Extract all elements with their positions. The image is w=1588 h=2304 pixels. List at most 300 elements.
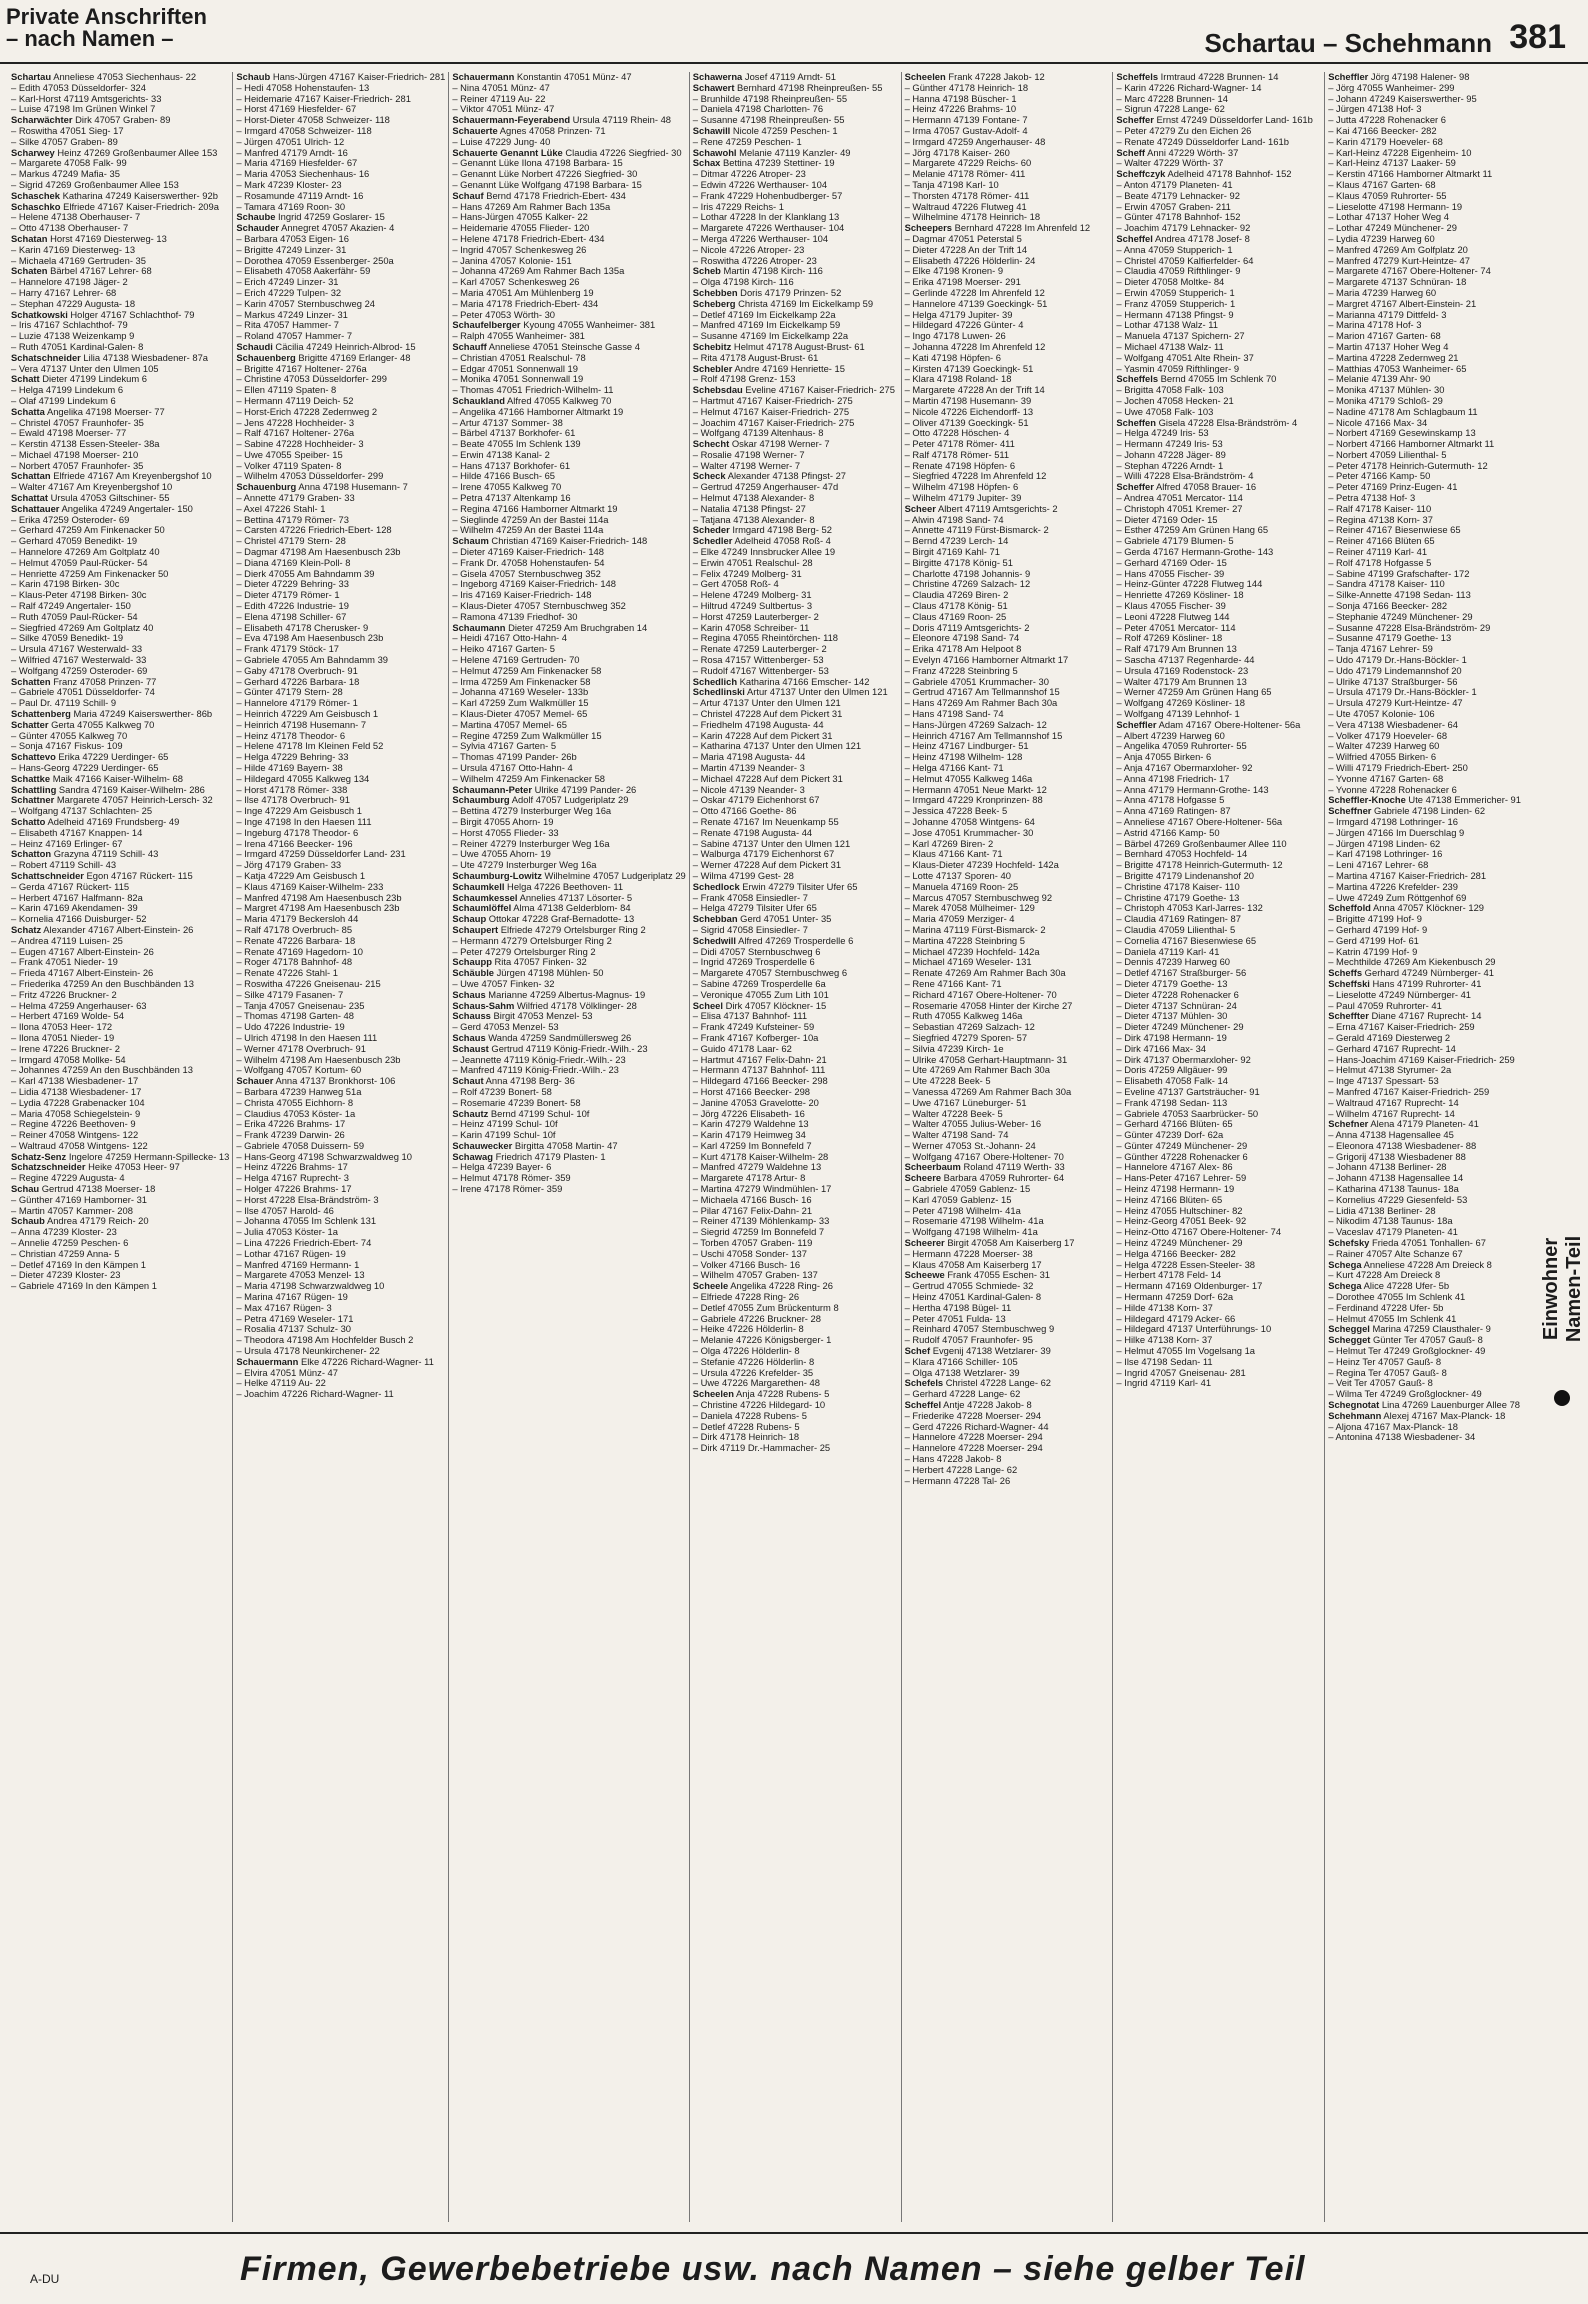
surname: Schaumkell xyxy=(452,880,505,892)
listing-entry xyxy=(693,1443,898,1454)
listing-details: – Rudolf 47057 Fraunhofer- 95 xyxy=(904,1334,1033,1346)
listing-details: Bettina 47239 Stettiner- 19 xyxy=(720,157,835,169)
listing-details: – Klaus 47166 Kant- 71 xyxy=(904,848,1003,860)
surname: Schattat xyxy=(11,492,48,504)
surname: Schebban xyxy=(692,913,738,925)
listing-details: – Eleonora 47138 Wiesbadener- 88 xyxy=(1328,1139,1477,1151)
listing-details: – Ingo 47178 Luwen- 26 xyxy=(904,330,1006,342)
section-title-line2: – nach Namen – xyxy=(6,26,174,51)
listing-details: – Horst 47178 Römer- 338 xyxy=(236,783,348,795)
listing-details: Helga 47226 Beethoven- 11 xyxy=(504,880,624,892)
listing-details: Angelika 47228 Ring- 26 xyxy=(728,1280,833,1292)
surname: Schega xyxy=(1328,1280,1362,1292)
surname: Schaub xyxy=(236,71,271,82)
listing-details: – Frank Dr. 47058 Hohenstaufen- 54 xyxy=(452,556,605,568)
listing-details: – Luzie 47138 Weizenkamp 9 xyxy=(11,330,135,342)
listing-details: – Heinz-Otto 47167 Obere-Holtener- 74 xyxy=(1116,1226,1282,1238)
listing-details: – Lydia 47228 Grabenacker 104 xyxy=(11,1096,145,1108)
listing-details: – Dieter 47169 Oder- 15 xyxy=(1116,513,1218,525)
listing-details: – Reiner 47166 Blüten 65 xyxy=(1328,535,1435,547)
listing-details: – Hiltrud 47249 Sultbertus- 3 xyxy=(692,600,813,612)
listing-details: – Elke 47249 Innsbrucker Allee 19 xyxy=(692,546,836,558)
listing-details: – Ingrid 47269 Trosperdelle 6 xyxy=(692,956,815,968)
surname: Schedlock xyxy=(692,880,740,892)
listing-details: – Ramona 47139 Friedhof- 30 xyxy=(452,610,578,622)
listing-details: – Helga 47199 Lindekum 6 xyxy=(11,384,124,396)
listing-details: – Hilde 47169 Bayern- 38 xyxy=(236,762,343,773)
listing-details: – Lina 47226 Friedrich-Ebert- 74 xyxy=(236,1237,372,1249)
listing-details: – Jutta 47228 Rohenacker 6 xyxy=(1328,114,1446,126)
listing-details: – Yvonne 47167 Garten- 68 xyxy=(1328,772,1444,784)
listing-details: – Margret 47167 Albert-Einstein- 21 xyxy=(1328,297,1477,309)
surname: Scheffler-Knoche xyxy=(1328,794,1406,806)
listing-details: – Elisa 47137 Bahnhof- 111 xyxy=(692,1010,808,1022)
listing-details: – Michael 47239 Hochfeld- 142a xyxy=(904,945,1040,957)
listing-details: – Gerhard 47226 Barbara- 18 xyxy=(236,675,360,687)
listing-details: – Karl 47259 Im Bonnefeld 7 xyxy=(692,1139,812,1151)
listing-details: – Dieter 47137 Schnüran- 24 xyxy=(1116,999,1237,1011)
listing-details: – Erna 47167 Kaiser-Friedrich- 259 xyxy=(1328,1021,1475,1033)
listing-details: – Irmgard 47259 Düsseldorfer Land- 231 xyxy=(236,848,406,860)
listing-details: – Ingrid 47057 Gneisenau- 281 xyxy=(1116,1366,1246,1378)
listing-details: – Siegfried 47228 Im Ahrenfeld 12 xyxy=(904,470,1047,482)
listing-details: – Kai 47166 Beecker- 282 xyxy=(1328,124,1437,136)
listing-details: – Diana 47169 Klein-Poll- 8 xyxy=(236,556,351,568)
listing-details: – Rainer 47057 Alte Schanze 67 xyxy=(1328,1247,1463,1259)
listing-details: – Maria 47198 Augusta- 44 xyxy=(692,751,806,763)
surname: Scheffczyk xyxy=(1116,168,1166,180)
listing-details: Adolf 47057 Ludgeriplatz 29 xyxy=(509,794,629,806)
listing-details: – Hermann 47119 Deich- 52 xyxy=(236,394,354,406)
surname: Scheffel xyxy=(904,1399,942,1411)
listing-details: – Evelyn 47166 Hamborner Altmarkt 17 xyxy=(904,654,1069,666)
listing-details: – Hartmut 47167 Kaiser-Friedrich- 275 xyxy=(692,394,853,406)
listing-details: – Rita 47178 August-Brust- 61 xyxy=(692,351,819,363)
listing-details: – Horst-Dieter 47058 Schweizer- 118 xyxy=(236,114,390,126)
listing-details: Adam 47167 Obere-Holtener- 56a xyxy=(1156,718,1301,730)
listing-details: – Gerd 47226 Richard-Wagner- 44 xyxy=(904,1420,1049,1432)
listing-details: Andrea 47178 Josef- 8 xyxy=(1152,232,1250,244)
listing-details: – Sigrid 47269 Großenbaumer Allee 153 xyxy=(11,178,179,190)
surname: Scheffler xyxy=(1116,718,1157,730)
listing-details: – Erwin 47059 Stupperich- 1 xyxy=(1116,286,1235,298)
listing-details: – Frank 47229 Hohenbudberger- 57 xyxy=(692,189,843,201)
listing-details: – Klaus-Dieter 47239 Hochfeld- 142a xyxy=(904,859,1059,871)
directory-column xyxy=(233,72,449,2222)
listing-details: – Karl 47059 Gablenz- 15 xyxy=(904,1193,1012,1205)
listing-details: – Walter 47239 Harweg 60 xyxy=(1328,740,1440,752)
surname: Schatschneider xyxy=(11,351,81,363)
listing-details: – Sabine 47137 Unter den Ulmen 121 xyxy=(692,837,851,849)
listing-details: Anja 47228 Rubens- 5 xyxy=(733,1388,830,1400)
listing-details: – Waltraud 47058 Wintgens- 122 xyxy=(11,1139,148,1151)
listing-details: – Heinz-Georg 47051 Beek- 92 xyxy=(1116,1215,1247,1227)
listing-details: – Hans-Jürgen 47269 Salzach- 12 xyxy=(904,718,1047,730)
listing-details: – Irma 47259 Am Finkenacker 58 xyxy=(452,675,591,687)
listing-details: Alfred 47055 Kalkweg 70 xyxy=(504,394,612,406)
listing-details: Alexej 47167 Max-Planck- 18 xyxy=(1381,1409,1506,1421)
listing-details: – Gertrud 47055 Schmiede- 32 xyxy=(904,1280,1034,1292)
listing-details: – Michael 47138 Walz- 11 xyxy=(1116,340,1224,352)
listing-details: – Günter 47249 Münchener- 29 xyxy=(1116,1139,1248,1151)
listing-details: Oskar 47198 Werner- 7 xyxy=(729,438,830,450)
listing-details: Alma 47138 Gelderblom- 84 xyxy=(511,902,631,914)
listing-details: – Stefanie 47226 Hölderlin- 8 xyxy=(692,1355,815,1367)
listing-details: Maik 47166 Kaiser-Wilhelm- 68 xyxy=(50,772,183,784)
listing-details: – Walter 47198 Sand- 74 xyxy=(904,1129,1009,1141)
listing-details: – Charlotte 47198 Johannis- 9 xyxy=(904,567,1031,579)
listing-details: – Renate 47259 Lauterberger- 2 xyxy=(692,643,827,655)
listing-details: – Antonina 47138 Wiesbadener- 34 xyxy=(1328,1431,1476,1443)
listing-details: – Karl 47198 Lothringer- 16 xyxy=(1328,848,1443,860)
listing-details: – Margarete 47053 Menzel- 13 xyxy=(236,1269,365,1281)
listing-details: – Erika 47259 Osteroder- 69 xyxy=(11,513,130,525)
listing-details: – Olga 47198 Kirch- 116 xyxy=(692,276,794,288)
listing-details: – Sonja 47166 Beecker- 282 xyxy=(1328,600,1448,612)
listing-details: – Regine 47229 Augusta- 4 xyxy=(11,1172,125,1184)
listing-details: – Jörg 47179 Graben- 33 xyxy=(236,859,342,871)
listing-details: – Ingrid 47057 Schenkesweg 26 xyxy=(452,243,587,255)
listing-details: – Sieglinde 47259 An der Bastei 114a xyxy=(452,513,609,525)
listing-details: – Dieter 47137 Mühlen- 30 xyxy=(1116,1010,1228,1022)
listing-details: – Erika 47226 Brahms- 17 xyxy=(236,1118,346,1130)
listing-details: – Uschi 47058 Sonder- 137 xyxy=(692,1247,807,1259)
listing-details: – Didi 47057 Sternbuschweg 6 xyxy=(692,945,821,957)
listing-details: – Ingrid 47119 Karl- 41 xyxy=(1116,1377,1212,1389)
listing-details: – Hildegard 47226 Günter- 4 xyxy=(904,319,1024,331)
surname: Schedlinski xyxy=(692,686,745,698)
listing-details: – Reiner 47119 Karl- 41 xyxy=(1328,546,1428,558)
listing-details: – Claudia 47059 Rifthlinger- 9 xyxy=(1116,265,1241,277)
listing-details: – Veit Ter 47057 Gauß- 8 xyxy=(1328,1377,1433,1389)
surname: Schatz-Senz xyxy=(11,1150,67,1162)
listing-details: – Rolf 47269 Kösliner- 18 xyxy=(1116,632,1223,644)
listing-details: – Katharina 47138 Taunus- 18a xyxy=(1328,1183,1459,1195)
listing-details: Anneliese 47228 Am Dreieck 8 xyxy=(1361,1258,1492,1270)
listing-details: – Ralf 47178 Römer- 511 xyxy=(904,448,1010,460)
listing-details: – Klaus 47059 Ruhrorter- 55 xyxy=(1328,189,1447,201)
listing-details: – Ruth 47055 Kalkweg 146a xyxy=(904,1010,1023,1022)
surname: Schattauer xyxy=(11,502,60,514)
listing-details: – Karin 47198 Birken- 30c xyxy=(11,578,120,590)
surname: Schauenberg xyxy=(236,351,296,363)
listing-details: – Frank 47198 Sedan- 113 xyxy=(1116,1096,1228,1108)
listing-details: – Werner 47259 Am Grünen Hang 65 xyxy=(1116,686,1272,698)
surname: Schatzschneider xyxy=(11,1161,86,1173)
listing-details: – Dagmar 47051 Peterstal 5 xyxy=(904,232,1022,244)
listing-details: – Melanie 47178 Römer- 411 xyxy=(904,168,1026,180)
surname: Scheffski xyxy=(1328,977,1370,989)
listing-details: – Martina 47228 Zedernweg 21 xyxy=(1328,351,1459,363)
listing-details: – Horst 47259 Lauterberger- 2 xyxy=(692,610,819,622)
listing-details: – Karin 47179 Heimweg 34 xyxy=(692,1129,806,1141)
surname: Schecht xyxy=(692,438,730,450)
listing-details: – Herbert 47178 Feld- 14 xyxy=(1116,1269,1222,1281)
surname: Scheffer xyxy=(1116,114,1154,126)
listing-details: – Joachim 47167 Kaiser-Friedrich- 275 xyxy=(692,416,855,428)
listing-details: Antje 47228 Jakob- 8 xyxy=(941,1399,1032,1411)
surname: Schauf xyxy=(452,189,484,201)
listing-details: – Wilfried 47055 Birken- 6 xyxy=(1328,751,1437,763)
listing-details: – Irene 47226 Bruckner- 2 xyxy=(11,1042,120,1054)
listing-details: – Silke 47179 Fasanen- 7 xyxy=(236,988,344,1000)
listing-details: – Kornelius 47229 Giesenfeld- 53 xyxy=(1328,1193,1468,1205)
listing-details: Margarete 47057 Heinrich-Lersch- 32 xyxy=(54,794,213,806)
listing-details: Ernst 47249 Düsseldorfer Land- 161b xyxy=(1153,114,1313,126)
listing-details: – Elfriede 47228 Ring- 26 xyxy=(692,1291,800,1303)
listing-details: – Oskar 47179 Eichenhorst 67 xyxy=(692,794,820,806)
listing-details: – Viktor 47051 Münz- 47 xyxy=(452,103,555,115)
listing-details: – Margarete 47229 Reichs- 60 xyxy=(904,157,1032,169)
listing-details: – Anna 47179 Hermann-Grothe- 143 xyxy=(1116,783,1269,795)
listing-details: – Annelie 47259 Peschen- 6 xyxy=(11,1237,129,1249)
listing-details: – Hilde 47138 Korn- 37 xyxy=(1116,1301,1213,1313)
surname: Scheffer xyxy=(1116,481,1154,493)
listing-details: – Wilhelm 47198 Am Haesenbusch 23b xyxy=(236,1053,401,1065)
listing-details: – Roswitha 47226 Atroper- 23 xyxy=(692,254,817,266)
listing-details: – Stephan 47226 Arndt- 1 xyxy=(1116,459,1224,471)
listing-details: – Uwe 47249 Zum Röttgenhof 69 xyxy=(1328,891,1467,903)
listing-details: – Kurt 47178 Kaiser-Wilhelm- 28 xyxy=(692,1150,829,1162)
listing-details: Alfred 47269 Trosperdelle 6 xyxy=(736,934,854,946)
listing-details: – Wilhelmine 47178 Heinrich- 18 xyxy=(904,211,1041,223)
listing-details: – Norbert 47169 Gesewinskamp 13 xyxy=(1328,427,1476,439)
listing-details: Hans 47199 Ruhrorter- 41 xyxy=(1369,977,1482,989)
listing-details: – Gabriele 47058 Duissern- 59 xyxy=(236,1139,365,1151)
listing-details: – Hans-Georg 47229 Uerdinger- 65 xyxy=(11,762,159,773)
listing-details: – Maria 47178 Friedrich-Ebert- 434 xyxy=(452,297,599,309)
listing-details: – Udo 47179 Lindemannshof 20 xyxy=(1328,664,1462,676)
listing-details: – Christian 47259 Anna- 5 xyxy=(11,1247,120,1259)
listing-details: – Inge 47229 Am Geisbusch 1 xyxy=(236,805,362,817)
listing-details: – Gabriele 47051 Krummacher- 30 xyxy=(904,675,1049,687)
listing-details: – Michael 47169 Weseler- 131 xyxy=(904,956,1032,968)
listing-details: – Detlef 47228 Rubens- 5 xyxy=(692,1420,800,1432)
listing-details: – Frank 47179 Stöck- 17 xyxy=(236,643,340,655)
listing-details: – Eveline 47137 Gartsträucher- 91 xyxy=(1116,1085,1260,1097)
listing-details: – Kerstin 47138 Essen-Steeler- 38a xyxy=(11,438,160,450)
listing-details: Ulrike 47199 Pander- 26 xyxy=(532,783,637,795)
listing-details: – Vera 47137 Unter den Ulmen 105 xyxy=(11,362,159,374)
section-title xyxy=(6,6,207,50)
listing-details: Gabriele 47198 Linden- 62 xyxy=(1371,805,1486,817)
listing-details: Roland 47119 Werth- 33 xyxy=(960,1161,1065,1173)
surname: Scheberg xyxy=(692,297,736,309)
listing-details: – Franz 47228 Steinbring 5 xyxy=(904,664,1018,676)
listing-details: – Walter 47179 Am Brunnen 13 xyxy=(1116,675,1247,687)
listing-details: – Dirk 47137 Obermarxloher- 92 xyxy=(1116,1053,1251,1065)
listing-details: Ingrid 47259 Goslarer- 15 xyxy=(275,211,385,223)
listing-details: – Margarete 47226 Werthauser- 104 xyxy=(692,222,845,234)
listing-details: – Dieter 47229 Behring- 33 xyxy=(236,578,349,590)
listing-details: – Irmgard 47058 Mollke- 54 xyxy=(11,1053,126,1065)
listing-details: – Maria 47059 Merziger- 4 xyxy=(904,913,1015,925)
listing-details: – Christine 47226 Hildegard- 10 xyxy=(692,1399,826,1411)
listing-details: – Volker 47179 Hoeveler- 68 xyxy=(1328,729,1448,741)
listing-details: – Wilhelm 47179 Jupiter- 39 xyxy=(904,492,1022,504)
listing-details: – Nicole 47226 Eichendorff- 13 xyxy=(904,405,1034,417)
listing-details: Angelika 47198 Moerser- 77 xyxy=(44,405,165,417)
surname: Schebitz xyxy=(692,340,732,352)
listing-details: Melanie 47119 Kanzler- 49 xyxy=(736,146,851,158)
listing-details: – Mechthilde 47269 Am Kiekenbusch 29 xyxy=(1328,956,1496,968)
listing-details: – Christoph 47053 Karl-Jarres- 132 xyxy=(1116,902,1263,914)
listing-details: – Ute 47279 Insterburger Weg 16a xyxy=(452,859,597,871)
listing-details: – Lothar 47167 Rügen- 19 xyxy=(236,1247,346,1259)
listing-details: Marianne 47259 Albertus-Magnus- 19 xyxy=(485,988,646,1000)
listing-details: – Renate 47169 Hagedorn- 10 xyxy=(236,945,364,957)
listing-details: Jürgen 47198 Mühlen- 50 xyxy=(494,967,604,979)
listing-details: Barbara 47059 Ruhrorter- 64 xyxy=(941,1172,1065,1184)
listing-details: – Roswitha 47051 Sieg- 17 xyxy=(11,124,124,136)
listing-details: – Detlef 47055 Zum Brückenturm 8 xyxy=(692,1301,839,1313)
listing-details: – Wilhelm 47198 Höpfen- 6 xyxy=(904,481,1019,493)
listing-details: – Udo 47226 Industrie- 19 xyxy=(236,1021,345,1033)
listing-details: – Uwe 47058 Falk- 103 xyxy=(1116,405,1214,417)
listing-details: – Daniela 47119 Karl- 41 xyxy=(1116,945,1220,957)
listing-details: – Heinz-Günter 47228 Flutweg 144 xyxy=(1116,578,1263,590)
listing-details: – Manuela 47137 Spichern- 27 xyxy=(1116,330,1245,342)
listing-details: – Hermann 47138 Pfingst- 9 xyxy=(1116,308,1234,320)
directory-column xyxy=(1325,72,1536,2222)
listing-details: Bernd 47199 Schul- 10f xyxy=(488,1107,590,1119)
listing-details: – Felix 47249 Molberg- 31 xyxy=(692,567,802,579)
listing-details: – Edith 47053 Düsseldorfer- 324 xyxy=(11,81,146,93)
surname: Schatz xyxy=(11,923,42,935)
surname: Schawerna xyxy=(692,71,743,82)
listing-details: – Gerhard 47166 Blüten- 65 xyxy=(1116,1118,1233,1130)
listing-details: – Rene 47166 Kant- 71 xyxy=(904,977,1002,989)
listing-details: – Volker 47166 Busch- 16 xyxy=(692,1258,801,1270)
listing-details: – Eleonore 47198 Sand- 74 xyxy=(904,632,1020,644)
listing-details: – Uwe 47057 Finken- 32 xyxy=(452,977,555,989)
listing-details: – Regine 47226 Beethoven- 9 xyxy=(11,1118,136,1130)
listing-details: – Rosamunde 47119 Arndt- 16 xyxy=(236,189,364,201)
listing-details: Elfriede 47279 Ortelsburger Ring 2 xyxy=(498,923,646,935)
listing-details: Christel 47228 Lange- 62 xyxy=(943,1377,1052,1389)
listing-details: – Walter 47055 Julius-Weber- 16 xyxy=(904,1118,1042,1130)
listing-details: – Sabine 47269 Trosperdelle 6a xyxy=(692,977,826,989)
listing-details: – Michael 47198 Moerser- 210 xyxy=(11,448,139,460)
listing-details: – Katrin 47199 Hof- 9 xyxy=(1328,945,1418,957)
listing-details: – Silvia 47239 Kirch- 1e xyxy=(904,1042,1004,1054)
listing-details: – Ruth 47051 Kardinal-Galen- 8 xyxy=(11,340,144,352)
listing-details: – Katharina 47137 Unter den Ulmen 121 xyxy=(692,740,862,752)
listing-details: – Christoph 47051 Kremer- 27 xyxy=(1116,502,1243,514)
listing-details: – Helga 47279 Tilsiter Ufer 65 xyxy=(692,902,817,914)
listing-details: – Birgit 47169 Kahl- 71 xyxy=(904,546,1000,558)
surname: Schatkowski xyxy=(11,308,68,320)
listing-details: – Manfred 47279 Waldehne 13 xyxy=(692,1161,822,1173)
listing-details: – Ruth 47059 Paul-Rücker- 54 xyxy=(11,610,138,622)
surname: Schaukland xyxy=(452,394,505,406)
listing-details: – Anneliese 47167 Obere-Holtener- 56a xyxy=(1116,815,1283,827)
listing-details: – Edith 47226 Industrie- 19 xyxy=(236,600,349,612)
listing-details: – Günther 47228 Rohenacker 6 xyxy=(1116,1150,1248,1162)
listing-details: – Wilma Ter 47249 Großglockner- 49 xyxy=(1328,1388,1482,1400)
listing-details: – Peter 47169 Prinz-Eugen- 41 xyxy=(1328,481,1458,493)
listing-details: – Dieter 47169 Kaiser-Friedrich- 148 xyxy=(452,546,604,558)
listing-details: – Helmut 47259 Am Finkenacker 58 xyxy=(452,664,602,676)
surname: Scheere xyxy=(904,1172,942,1184)
listing-details: – Aljona 47167 Max-Planck- 18 xyxy=(1328,1420,1458,1432)
listing-details: – Erich 47229 Tulpen- 32 xyxy=(236,286,342,298)
listing-details: Irmgard 47198 Berg- 52 xyxy=(729,524,832,536)
listing-details: Alfred 47058 Brauer- 16 xyxy=(1153,481,1257,493)
surname: Schegget xyxy=(1328,1334,1371,1346)
surname: Schauss xyxy=(452,1010,491,1022)
listing-details: – Max 47167 Rügen- 3 xyxy=(236,1301,332,1313)
listing-details: – Angelika 47166 Hamborner Altmarkt 19 xyxy=(452,405,624,417)
listing-details: – Hermann 47228 Tal- 26 xyxy=(904,1474,1011,1486)
listing-details: Friedrich 47179 Plasten- 1 xyxy=(492,1150,606,1162)
listing-details: – Marina 47178 Hof- 3 xyxy=(1328,319,1422,331)
listing-details: – Gerhard 47259 Am Finkenacker 50 xyxy=(11,524,165,536)
listing-details: – Erika 47198 Moerser- 291 xyxy=(904,276,1021,288)
listing-details: – Willi 47228 Elsa-Brändström- 4 xyxy=(1116,470,1254,482)
listing-details: – Renate 47198 Höpfen- 6 xyxy=(904,459,1016,471)
listing-details: – Jürgen 47166 Im Duerschlag 9 xyxy=(1328,826,1465,838)
listing-details: – Marina 47167 Rügen- 19 xyxy=(236,1291,348,1303)
listing-details: – Peter 47198 Wilhelm- 41a xyxy=(904,1204,1021,1216)
listing-details: – Helmut 47138 Styrumer- 2a xyxy=(1328,1064,1452,1076)
listing-details: – Karl-Heinz 47228 Eigenheim- 10 xyxy=(1328,146,1472,158)
listing-details: Alice 47228 Ufer- 5b xyxy=(1361,1280,1450,1292)
listing-details: – Hermann 47139 Fontane- 7 xyxy=(904,114,1028,126)
listing-details: – Helga 47239 Bayer- 6 xyxy=(452,1161,552,1173)
listing-details: – Helmut 47055 Im Schlenk 41 xyxy=(1328,1312,1457,1324)
listing-details: – Klaus 47058 Am Kaiserberg 17 xyxy=(904,1258,1042,1270)
listing-details: – Martin 47057 Kammer- 208 xyxy=(11,1204,133,1216)
listing-details: – Elisabeth 47178 Cherusker- 9 xyxy=(236,621,369,633)
listing-details: Anni 47229 Wörth- 37 xyxy=(1145,146,1239,158)
listing-details: – Walburga 47179 Eichenhorst 67 xyxy=(692,848,835,860)
listing-details: Doris 47179 Prinzen- 52 xyxy=(737,286,842,298)
listing-details: – Gertrud 47167 Am Tellmannshof 15 xyxy=(904,686,1060,698)
listing-details: – Sigrid 47058 Einsiedler- 7 xyxy=(692,923,808,935)
listing-details: – Mark 47239 Kloster- 23 xyxy=(236,178,342,190)
listing-details: – Erwin 47138 Kanal- 2 xyxy=(452,448,550,460)
listing-details: Lina 47269 Lauenburger Allee 78 xyxy=(1379,1399,1520,1411)
listing-details: – Esther 47259 Am Grünen Hang 65 xyxy=(1116,524,1269,536)
surname: Schefels xyxy=(904,1377,944,1389)
listing-details: – Grigorij 47138 Wiesbadener 88 xyxy=(1328,1150,1466,1162)
listing-details: – Maria 47058 Schiegelstein- 9 xyxy=(11,1107,141,1119)
listing-details: – Ute 47057 Kolonie- 106 xyxy=(1328,708,1435,720)
surname: Scheelen xyxy=(904,71,946,82)
listing-details: – Ilse 47198 Sedan- 11 xyxy=(1116,1355,1213,1367)
surname: Scheer xyxy=(904,502,936,514)
listing-details: – Ralf 47178 Overbruch- 85 xyxy=(236,923,353,935)
surname: Schaudi xyxy=(236,340,273,352)
surname: Schaumlöffel xyxy=(452,902,512,914)
surname: Scheffels xyxy=(1116,71,1159,82)
surname: Scheel xyxy=(692,999,723,1011)
listing-details: – Wilhelm 47259 An der Bastei 114a xyxy=(452,524,604,536)
surname: Schatta xyxy=(11,405,45,417)
listing-details: – Vera 47138 Wiesbadener- 64 xyxy=(1328,718,1458,730)
listing-details: – Nadine 47178 Am Schlagbaum 11 xyxy=(1328,405,1478,417)
listing-details: – Helmut 47167 Kaiser-Friedrich- 275 xyxy=(692,405,850,417)
listing-details: – Manfred 47167 Kaiser-Friedrich- 259 xyxy=(1328,1085,1490,1097)
listing-details: – Ingeborg 47169 Kaiser-Friedrich- 148 xyxy=(452,578,616,590)
surname: Schattschneider xyxy=(11,869,84,881)
listing-details: – Artur 47137 Sommer- 38 xyxy=(452,416,563,428)
surname: Schattevo xyxy=(11,751,56,763)
listing-details: – Sascha 47137 Regenharde- 44 xyxy=(1116,654,1255,666)
listing-details: – Uwe 47055 Ahorn- 19 xyxy=(452,848,551,860)
surname: Schaschek xyxy=(11,189,60,201)
